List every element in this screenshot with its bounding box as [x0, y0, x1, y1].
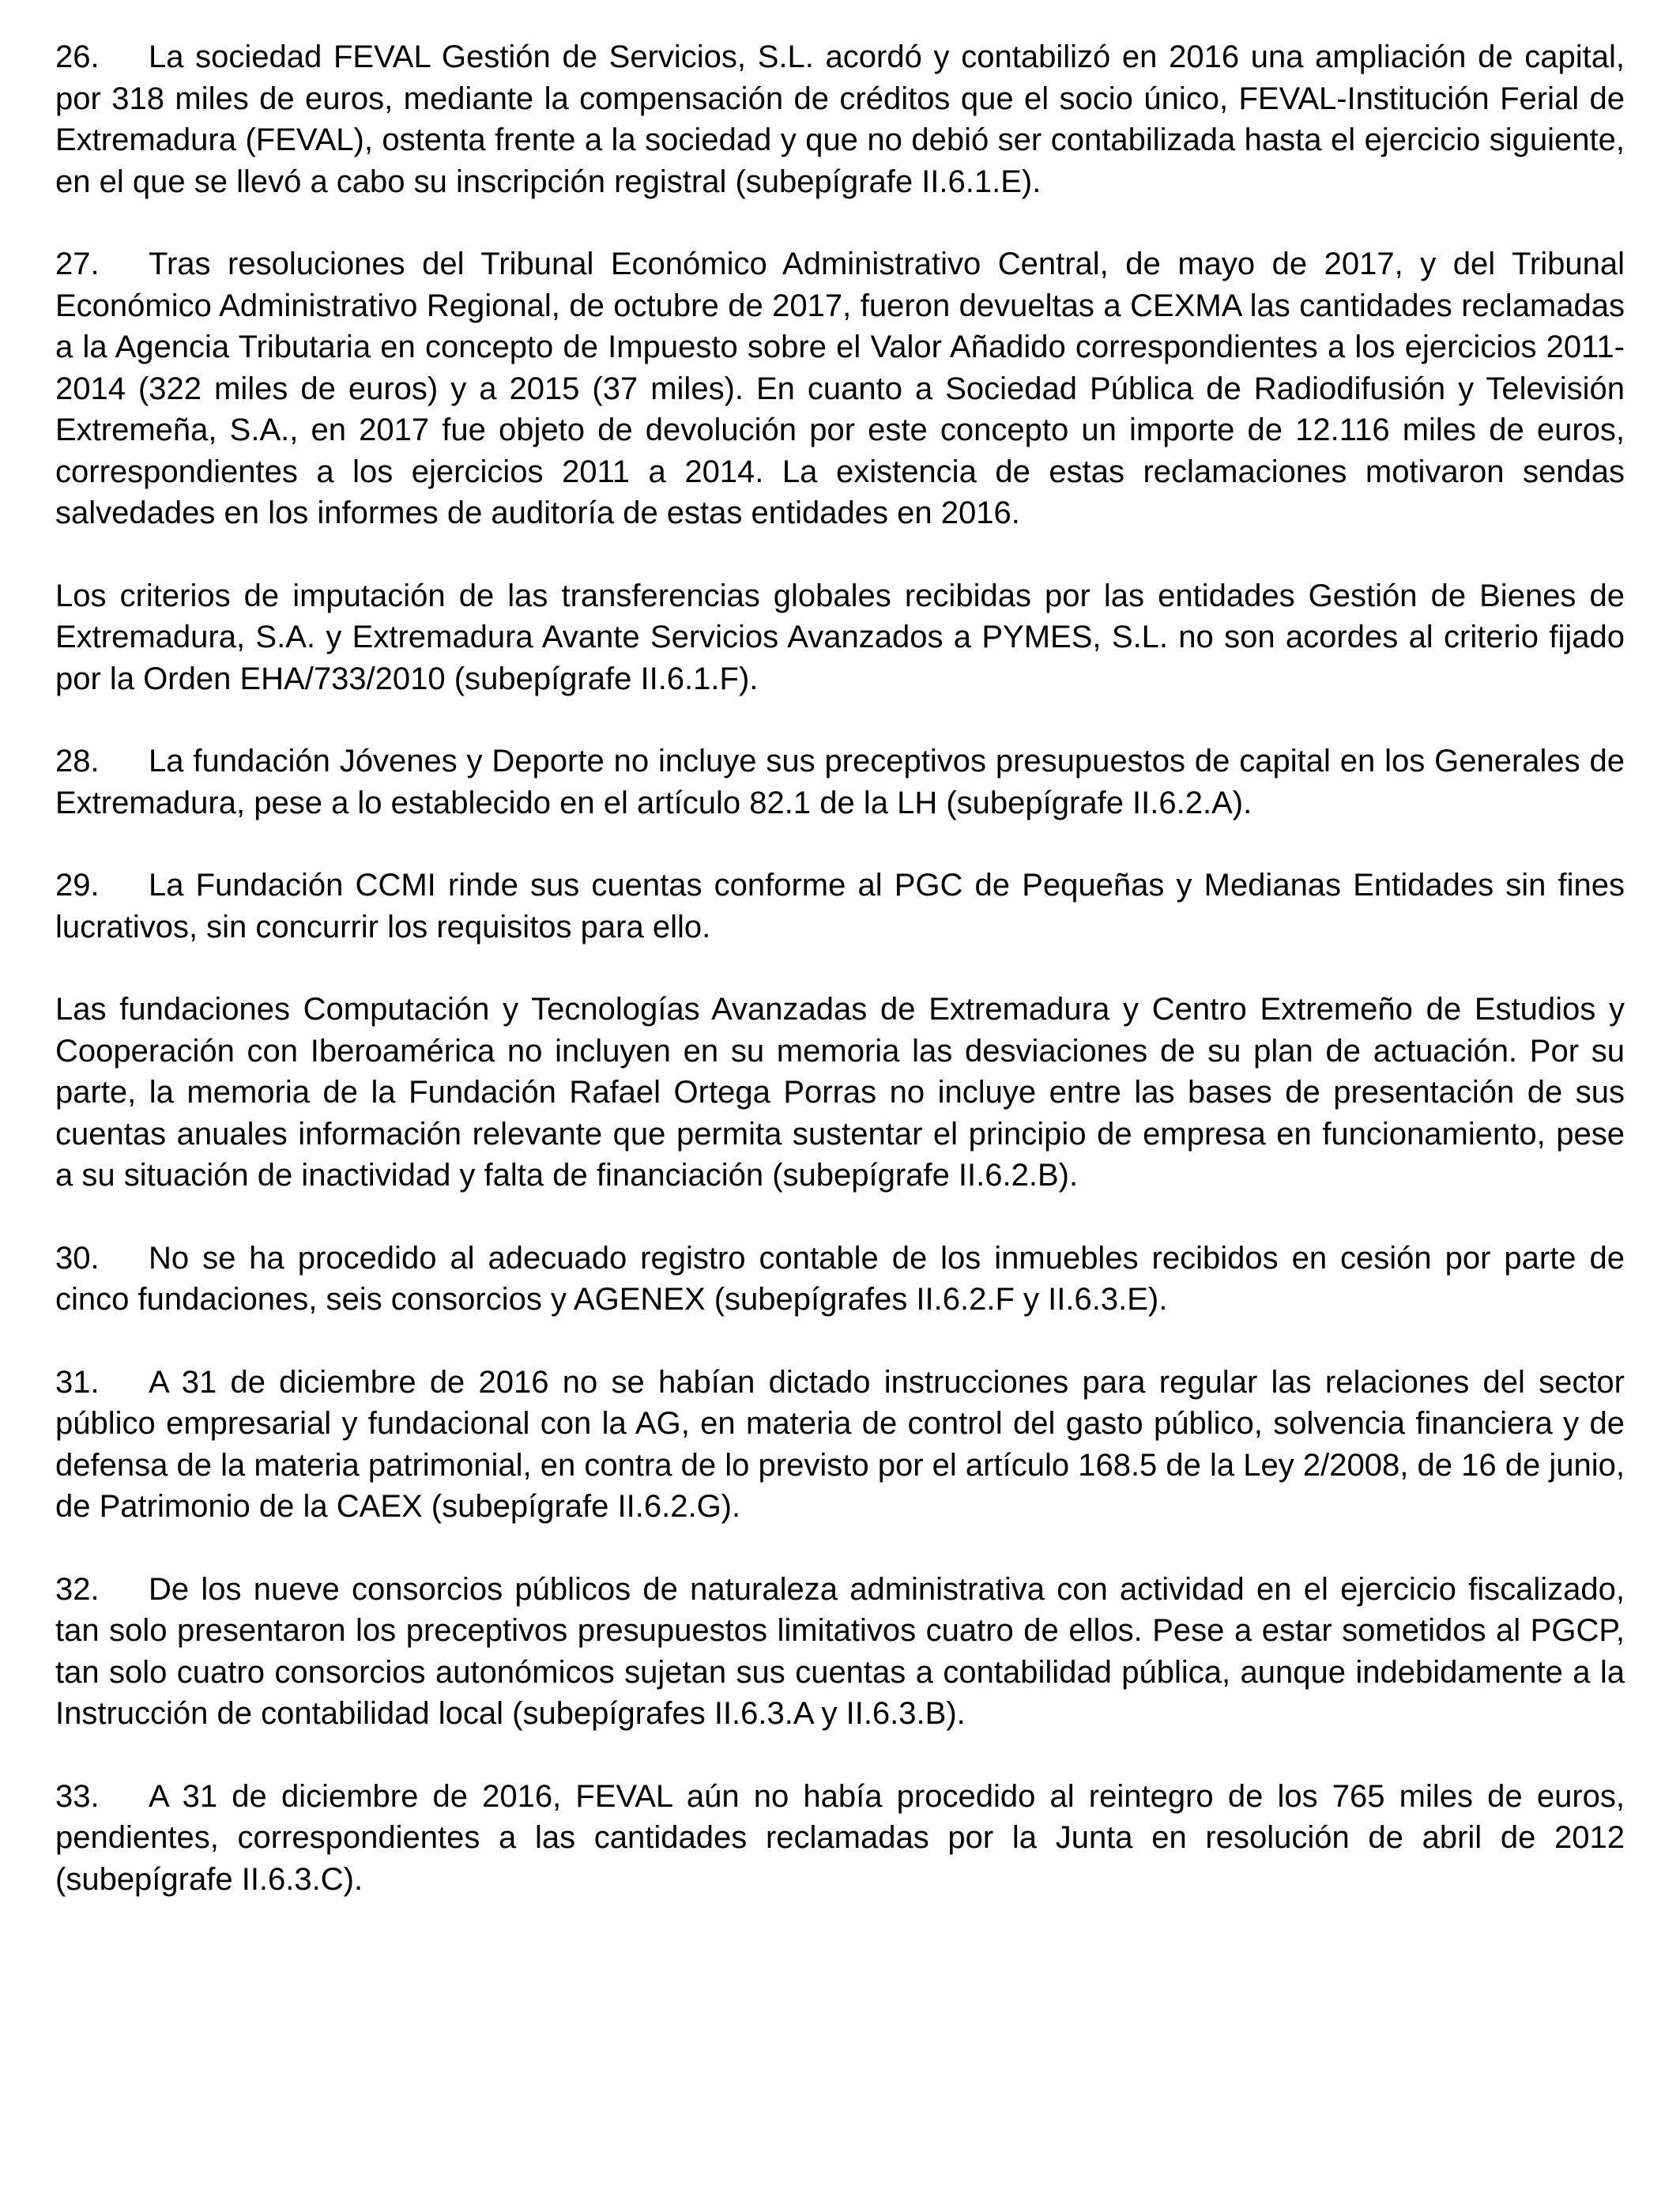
paragraph-32: [55, 1569, 1625, 1735]
paragraph-text: La Fundación CCMI rinde sus cuentas conforme al PGC de Pequeñas y Medianas Entidades sin fines lucrativos, sin concurrir los requisitos para ello.: [55, 868, 1625, 944]
paragraph-number: 29.: [55, 868, 100, 903]
paragraph-number: 32.: [55, 1571, 100, 1607]
paragraph-text: A 31 de diciembre de 2016, FEVAL aún no había procedido al reintegro de los 765 miles de euros, pendientes, correspondientes a las cantidades reclamadas por la Junta en resolución de abril de 2012 (subepígrafe II.6.3.C).: [55, 1778, 1625, 1897]
paragraph-33: [55, 1776, 1625, 1901]
paragraph-number: 31.: [55, 1364, 100, 1400]
paragraph-26: [55, 36, 1625, 202]
paragraph-text: A 31 de diciembre de 2016 no se habían dictado instrucciones para regular las relaciones del sector público empresarial y fundacional con la AG, en materia de control del gasto público, solvencia financiera y de defensa de la materia patrimonial, en contra de lo previsto por el artículo 168.5 de la Ley 2/2008, de 16 de junio, de Patrimonio de la CAEX (subepígrafe II.6.2.G).: [55, 1364, 1625, 1524]
paragraph-text: La fundación Jóvenes y Deporte no incluye sus preceptivos presupuestos de capital en los Generales de Extremadura, pese a lo establecido en el artículo 82.1 de la LH (subepígrafe II.6.2.A).: [55, 744, 1625, 820]
paragraph-31: [55, 1362, 1625, 1528]
paragraph-27: [55, 243, 1625, 534]
document-body: [55, 36, 1625, 1941]
paragraph-text: Los criterios de imputación de las transferencias globales recibidas por las entidades Gestión de Bienes de Extremadura, S.A. y Extremadura Avante Servicios Avanzados a PYMES, S.L. no son acordes al criterio fijado por la Orden EHA/733/2010 (subepígrafe II.6.1.F).: [55, 578, 1625, 696]
paragraph-28: [55, 741, 1625, 824]
paragraph-30: [55, 1238, 1625, 1321]
paragraph-27-continuation: [55, 575, 1625, 700]
paragraph-text: La sociedad FEVAL Gestión de Servicios, S.L. acordó y contabilizó en 2016 una ampliación de capital, por 318 miles de euros, mediante la compensación de créditos que el socio único, FEVAL-Institución Ferial de Extremadura (FEVAL), ostenta frente a la sociedad y que no debió ser contabilizada hasta el ejercicio siguiente, en el que se llevó a cabo su inscripción registral (subepígrafe II.6.1.E).: [55, 40, 1625, 199]
paragraph-number: 28.: [55, 744, 100, 778]
paragraph-29-continuation: [55, 989, 1625, 1197]
paragraph-number: 26.: [55, 40, 100, 74]
paragraph-number: 30.: [55, 1240, 100, 1276]
paragraph-text: Tras resoluciones del Tribunal Económico Administrativo Central, de mayo de 2017, y del Tribunal Económico Administrativo Regional, de octubre de 2017, fueron devueltas a CEXMA las cantidades reclamadas a la Agencia Tributaria en concepto de Impuesto sobre el Valor Añadido correspondientes a los ejercicios 2011-2014 (322 miles de euros) y a 2015 (37 miles). En cuanto a Sociedad Pública de Radiodifusión y Televisión Extremeña, S.A., en 2017 fue objeto de devolución por este concepto un importe de 12.116 miles de euros, correspondientes a los ejercicios 2011 a 2014. La existencia de estas reclamaciones motivaron sendas salvedades en los informes de auditoría de estas entidades en 2016.: [55, 247, 1625, 530]
paragraph-number: 27.: [55, 247, 100, 281]
paragraph-29: [55, 865, 1625, 948]
paragraph-number: 33.: [55, 1778, 100, 1814]
paragraph-text: De los nueve consorcios públicos de naturaleza administrativa con actividad en el ejercicio fiscalizado, tan solo presentaron los preceptivos presupuestos limitativos cuatro de ellos. Pese a estar sometidos al PGCP, tan solo cuatro consorcios autonómicos sujetan sus cuentas a contabilidad pública, aunque indebidamente a la Instrucción de contabilidad local (subepígrafes II.6.3.A y II.6.3.B).: [55, 1571, 1625, 1731]
paragraph-text: No se ha procedido al adecuado registro contable de los inmuebles recibidos en cesión por parte de cinco fundaciones, seis consorcios y AGENEX (subepígrafes II.6.2.F y II.6.3.E).: [55, 1240, 1625, 1317]
paragraph-text: Las fundaciones Computación y Tecnologías Avanzadas de Extremadura y Centro Extremeño de Estudios y Cooperación con Iberoamérica no incluyen en su memoria las desviaciones de su plan de actuación. Por su parte, la memoria de la Fundación Rafael Ortega Porras no incluye entre las bases de presentación de sus cuentas anuales información relevante que permita sustentar el principio de empresa en funcionamiento, pese a su situación de inactividad y falta de financiación (subepígrafe II.6.2.B).: [55, 992, 1625, 1193]
